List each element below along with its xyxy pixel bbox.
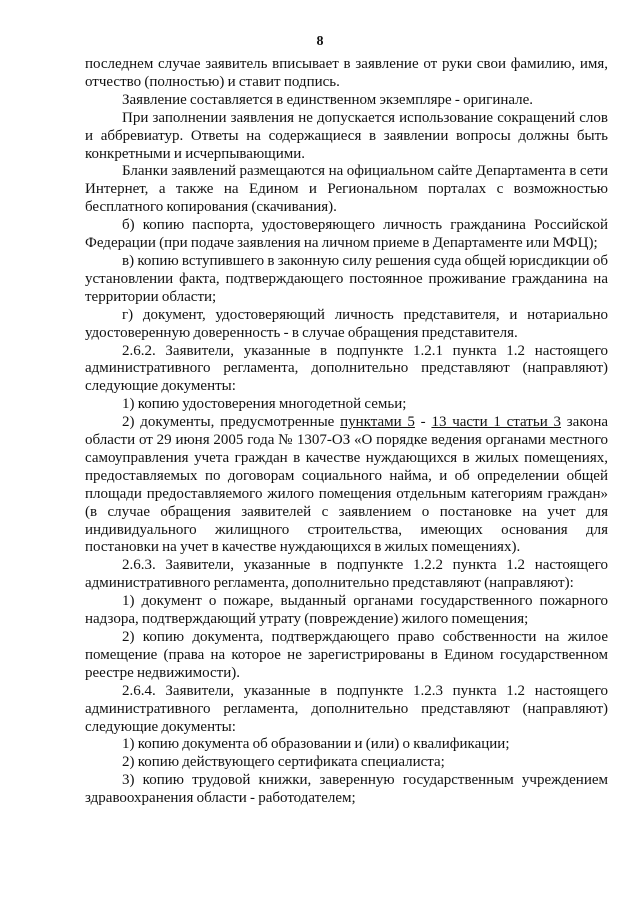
- paragraph-p2: [85, 92, 608, 110]
- paragraph-text: последнем случае заявитель вписывает в заявление от руки свои фамилию, имя, отчество (полностью) и ставит подпись.: [85, 56, 608, 90]
- paragraph-p3: [85, 110, 608, 164]
- paragraph-p14: [85, 683, 608, 737]
- law-reference-link[interactable]: пунктами 5: [340, 414, 415, 431]
- paragraph-text: 3) копию трудовой книжки, заверенную государственным учреждением здравоохранения области - работодателем;: [85, 772, 608, 807]
- paragraph-text: 2.6.4. Заявители, указанные в подпункте 1.2.3 пункта 1.2 настоящего административного регламента, дополнительно представляют (направляют) следующие документы:: [85, 682, 608, 735]
- paragraph-p9: [85, 396, 608, 414]
- paragraph-text: 1) копию документа об образовании и (или) о квалификации;: [122, 736, 510, 753]
- paragraph-text: 2) документы, предусмотренные: [122, 414, 341, 431]
- document-body: [85, 56, 608, 808]
- paragraph-text: -: [414, 414, 432, 431]
- paragraph-p17: [85, 772, 608, 808]
- paragraph-text: Заявление составляется в единственном экземпляре - оригинале.: [122, 91, 534, 108]
- law-reference-link[interactable]: 13 части 1 статьи 3: [431, 414, 561, 431]
- paragraph-text: г) документ, удостоверяющий личность представителя, и нотариально удостоверенную доверенность - в случае обращения представителя.: [85, 306, 608, 341]
- page-number: 8: [316, 34, 324, 49]
- paragraph-p8: [85, 343, 608, 397]
- paragraph-p6: [85, 253, 608, 307]
- paragraph-p16: [85, 754, 608, 772]
- paragraph-text: закона области от 29 июня 2005 года № 1307-ОЗ «О порядке ведения органами местного самоуправления учета граждан в качестве нуждающихся в жилых помещениях, предоставляемых по договорам социального найма, и об определении общей площади предоставляемого жилого помещения отдельным категориям граждан» (в случае обращения заявителей с заявлением о постановке на учет для индивидуального жилищного строительства, имеющих основания для постановки на учет в качестве нуждающихся в жилых помещениях).: [85, 414, 609, 556]
- paragraph-p12: [85, 593, 608, 629]
- paragraph-text: 1) копию удостоверения многодетной семьи;: [122, 396, 407, 413]
- paragraph-p13: [85, 629, 608, 683]
- paragraph-p1: [85, 56, 608, 92]
- paragraph-text: б) копию паспорта, удостоверяющего личность гражданина Российской Федерации (при подаче заявления на личном приеме в Департаменте или МФЦ);: [85, 217, 608, 252]
- paragraph-p7: [85, 307, 608, 343]
- paragraph-text: 2.6.3. Заявители, указанные в подпункте 1.2.2 пункта 1.2 настоящего административного регламента, дополнительно представляют (направляют):: [85, 557, 608, 592]
- paragraph-p11: [85, 557, 608, 593]
- paragraph-text: При заполнении заявления не допускается использование сокращений слов и аббревиатур. Ответы на содержащиеся в заявлении вопросы должны быть конкретными и исчерпывающими.: [85, 109, 608, 162]
- paragraph-p4: [85, 163, 608, 217]
- paragraph-text: 2.6.2. Заявители, указанные в подпункте 1.2.1 пункта 1.2 настоящего административного регламента, дополнительно представляют (направляют) следующие документы:: [85, 342, 608, 395]
- paragraph-p10: [85, 414, 608, 557]
- paragraph-p15: [85, 736, 608, 754]
- paragraph-text: Бланки заявлений размещаются на официальном сайте Департамента в сети Интернет, а также на Едином и Региональном порталах с возможностью бесплатного копирования (скачивания).: [85, 163, 608, 216]
- paragraph-text: 2) копию документа, подтверждающего право собственности на жилое помещение (права на которое не зарегистрированы в Едином государственном реестре недвижимости).: [85, 629, 608, 681]
- paragraph-p5: [85, 217, 608, 253]
- paragraph-text: 1) документ о пожаре, выданный органами государственного пожарного надзора, подтверждающий утрату (повреждение) жилого помещения;: [85, 593, 608, 628]
- paragraph-text: 2) копию действующего сертификата специалиста;: [122, 754, 445, 771]
- paragraph-text: в) копию вступившего в законную силу решения суда общей юрисдикции об установлении факта, подтверждающего постоянное проживание гражданина на территории области;: [85, 252, 608, 305]
